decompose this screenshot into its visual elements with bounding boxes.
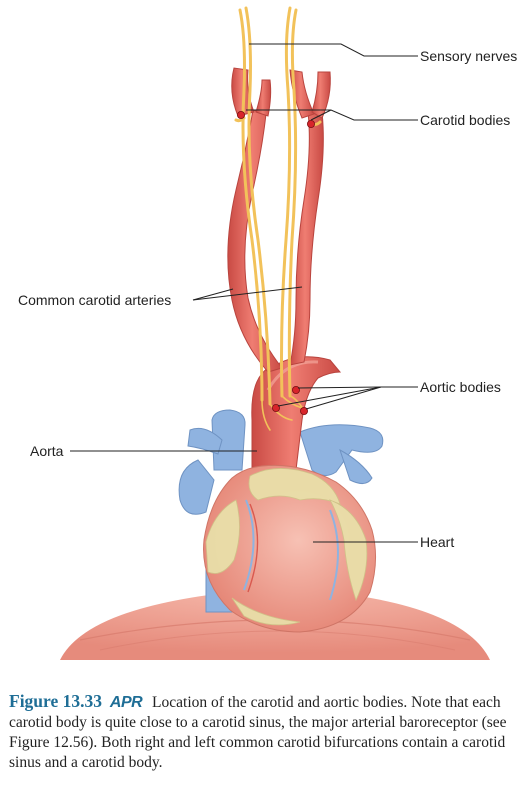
leader-sensory-nerves (249, 44, 418, 56)
caption-text: Location of the carotid and aortic bodies. Note that each carotid body is quite close to a carotid sinus, the major arterial baroreceptor (see Figure 12.56). Both right and left common carotid bifurcations contain a carotid sinus and a carotid body. (9, 694, 507, 771)
figure-caption (9, 691, 524, 773)
label-heart: Heart (420, 534, 455, 550)
leader-common-carotid (193, 289, 233, 300)
label-carotid-bodies: Carotid bodies (420, 112, 511, 128)
figure-number: Figure 13.33 (9, 691, 103, 711)
label-common-carotid-arteries: Common carotid arteries (18, 292, 172, 308)
aortic-body-1 (292, 386, 299, 393)
apr-badge: APR (109, 694, 143, 711)
carotid-body-right (307, 120, 314, 127)
label-sensory-nerves: Sensory nerves (420, 48, 518, 64)
carotid-body-left (237, 111, 244, 118)
label-aortic-bodies: Aortic bodies (420, 379, 501, 395)
label-aorta: Aorta (30, 443, 64, 459)
leader-carotid-bodies (246, 110, 418, 120)
